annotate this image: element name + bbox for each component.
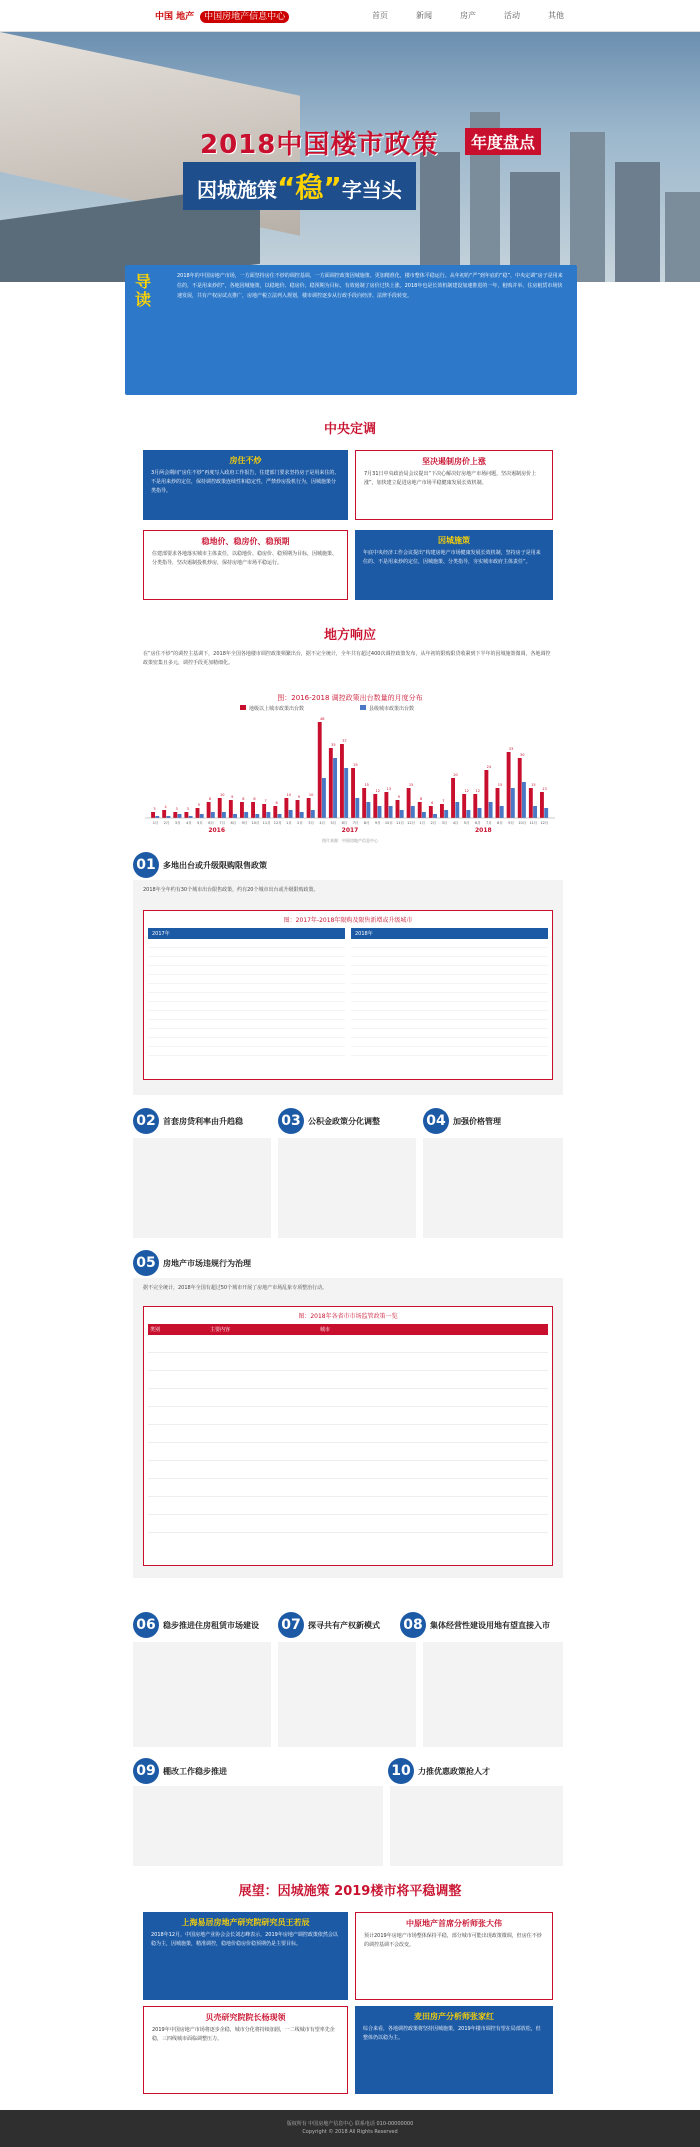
section-title-local: 地方响应	[323, 628, 376, 643]
data-label-14: 10	[308, 793, 314, 797]
bar-s0-1	[162, 810, 166, 818]
x-tick-25: 2月	[430, 821, 437, 825]
bar-s0-15	[318, 722, 322, 818]
item-09-heading: 09 棚改工作稳步推进	[133, 1758, 227, 1784]
item-04-panel	[423, 1138, 563, 1238]
nav-item-3[interactable]: 活动	[504, 11, 520, 20]
item-01-panel: 2018年全年约有30个城市出台限售政策，约有20个城市出台或升级限购政策。 图：2017年-2018年限购及限售新增或升级城市 2017年 2018年	[133, 880, 563, 1095]
data-label-17: 37	[342, 739, 347, 743]
bar-s0-17	[340, 744, 344, 818]
x-tick-6: 7月	[219, 821, 226, 825]
bar-s0-8	[240, 802, 244, 818]
bar-s1-20	[378, 806, 382, 818]
section-title-central: 中央定调	[323, 422, 376, 437]
bar-s0-3	[184, 812, 188, 818]
x-tick-30: 7月	[486, 821, 492, 825]
x-tick-1: 2月	[163, 821, 170, 825]
data-label-29: 12	[475, 789, 481, 793]
bar-s1-33	[522, 782, 526, 818]
x-tick-20: 9月	[374, 821, 381, 825]
bar-s0-26	[440, 804, 444, 818]
bar-s0-34	[529, 788, 533, 818]
bar-s0-21	[384, 792, 388, 818]
nav-item-2[interactable]: 房产	[460, 11, 476, 20]
bar-s1-35	[544, 808, 548, 818]
data-label-20: 12	[375, 789, 381, 793]
x-tick-4: 5月	[197, 821, 203, 825]
x-tick-31: 8月	[497, 821, 503, 825]
bar-s1-32	[511, 788, 515, 818]
local-intro: 在“房住不炒”的调控主基调下，2018年全国各地楼市调控政策频繁出台，据不完全统计，全年共有超过400次调控政策发布，从年初的限购限贷收紧到下半年的因城施策微调，各地调控政策密集且多元，调控手段更加精细化。	[143, 651, 551, 666]
bar-s0-16	[329, 748, 333, 818]
data-label-8: 8	[242, 797, 245, 801]
bar-s0-32	[507, 752, 511, 818]
policy-count-bar-chart	[140, 690, 560, 845]
bar-s1-17	[344, 768, 348, 818]
bar-s0-7	[229, 800, 233, 818]
year-label-2018: 2018	[474, 827, 492, 834]
data-label-7: 9	[231, 795, 234, 799]
item-04-heading: 04 加强价格管理	[423, 1108, 501, 1134]
data-label-18: 25	[353, 763, 358, 767]
bar-s0-12	[284, 798, 288, 818]
x-tick-7: 8月	[230, 821, 237, 825]
bar-s1-16	[333, 758, 337, 818]
bar-s0-19	[362, 788, 366, 818]
year-label-2017: 2017	[341, 827, 359, 834]
item-06-panel	[133, 1642, 271, 1747]
x-tick-10: 11月	[262, 821, 271, 825]
item-07-panel	[278, 1642, 416, 1747]
data-label-12: 10	[286, 793, 292, 797]
nav-item-0[interactable]: 首页	[372, 11, 388, 20]
bar-s0-20	[373, 794, 377, 818]
x-tick-13: 2月	[297, 821, 303, 825]
data-label-4: 5	[197, 803, 201, 807]
data-label-10: 7	[264, 799, 267, 803]
site-logo[interactable]: 中国 地产 中国房地产信息中心	[155, 9, 289, 22]
bar-s1-8	[244, 812, 248, 818]
bar-s1-26	[444, 810, 448, 818]
bar-s1-12	[289, 810, 293, 818]
x-tick-8: 9月	[241, 821, 248, 825]
bar-s1-11	[278, 814, 282, 818]
x-tick-21: 10月	[384, 821, 393, 825]
x-tick-32: 9月	[508, 821, 514, 825]
data-label-26: 7	[442, 799, 445, 803]
data-label-5: 8	[208, 797, 212, 801]
hero-subtitle: 因城施策“稳”字当头	[183, 162, 416, 210]
hero-badge: 年度盘点	[465, 128, 541, 155]
data-label-9: 8	[253, 797, 256, 801]
bar-s0-2	[173, 812, 177, 818]
bar-s0-29	[473, 794, 477, 818]
x-tick-0: 1月	[152, 821, 159, 825]
outlook-box-3: 贝壳研究院院长杨现领 2019年中国房地产市场将逐步企稳，城市分化将持续加剧，一二线城市有望率先企稳，三四线城市面临调整压力。	[143, 2006, 348, 2094]
bar-s0-30	[484, 770, 488, 818]
x-tick-18: 7月	[352, 821, 359, 825]
bar-s0-25	[429, 806, 433, 818]
item-08-panel	[423, 1642, 563, 1747]
data-label-31: 15	[497, 783, 503, 787]
legend-swatch-2	[360, 705, 366, 710]
bar-s1-9	[255, 814, 259, 818]
top-header	[0, 0, 700, 32]
bar-s0-27	[451, 778, 455, 818]
x-tick-3: 4月	[186, 821, 192, 825]
bar-s1-5	[211, 812, 215, 818]
data-label-6: 10	[220, 793, 225, 797]
chart-source: 图片来源：中国房地产信息中心	[322, 838, 378, 843]
x-tick-2: 3月	[174, 821, 181, 825]
bar-s1-21	[389, 806, 393, 818]
data-label-2: 3	[175, 807, 178, 811]
bar-s1-7	[233, 814, 237, 818]
item-08-heading: 08 集体经营性建设用地有望直接入市	[400, 1612, 550, 1638]
item-02-panel	[133, 1138, 271, 1238]
item-09-panel	[133, 1786, 383, 1866]
data-label-13: 9	[297, 795, 301, 799]
data-label-34: 15	[531, 783, 536, 787]
data-label-33: 30	[520, 753, 525, 757]
bar-s0-28	[462, 794, 466, 818]
x-tick-29: 6月	[474, 821, 481, 825]
bar-s0-13	[296, 800, 300, 818]
data-label-23: 15	[408, 783, 414, 787]
bar-s0-5	[207, 802, 211, 818]
x-tick-24: 1月	[419, 821, 426, 825]
x-tick-9: 10月	[251, 821, 260, 825]
x-tick-27: 4月	[452, 821, 459, 825]
item-07-heading: 07 探寻共有产权新模式	[278, 1612, 380, 1638]
section-title-outlook: 展望：因城施策 2019楼市将平稳调整	[238, 1884, 462, 1899]
intro-box	[125, 265, 577, 395]
data-label-30: 24	[486, 765, 492, 769]
data-label-28: 12	[464, 789, 469, 793]
bar-s0-11	[273, 806, 277, 818]
x-tick-12: 1月	[286, 821, 292, 825]
hero-banner	[0, 32, 700, 282]
x-tick-14: 3月	[308, 821, 314, 825]
bar-s1-6	[222, 812, 226, 818]
bar-s1-10	[266, 812, 270, 818]
bar-s0-9	[251, 802, 255, 818]
x-tick-33: 10月	[518, 821, 527, 825]
bar-s1-24	[422, 812, 426, 818]
bar-s0-10	[262, 804, 266, 818]
data-label-22: 9	[397, 795, 401, 799]
item-01-heading: 01 多地出台或升级限购限售政策	[133, 852, 267, 878]
bar-s0-18	[351, 768, 355, 818]
bar-s1-28	[466, 810, 470, 818]
bar-s0-33	[518, 758, 522, 818]
data-label-16: 35	[331, 743, 336, 747]
bar-s1-15	[322, 778, 326, 818]
item-06-heading: 06 稳步推进住房租赁市场建设	[133, 1612, 259, 1638]
chart-title: 图：2016-2018 调控政策出台数量的月度分布	[277, 694, 423, 702]
data-label-1: 4	[164, 805, 167, 809]
bar-s0-6	[218, 798, 222, 818]
bar-s1-18	[355, 798, 359, 818]
bar-s0-24	[418, 802, 422, 818]
central-box-2: 坚决遏制房价上涨 7月31日中央政治局会议提出“下决心解决好房地产市场问题，坚决遏制房价上涨”，加快建立促进房地产市场平稳健康发展长效机制。	[355, 450, 553, 520]
x-tick-11: 12月	[273, 821, 282, 825]
bar-s1-13	[300, 812, 304, 818]
bar-s0-4	[196, 808, 200, 818]
item-02-heading: 02 首套房贷利率由升趋稳	[133, 1108, 243, 1134]
bar-s0-23	[407, 788, 411, 818]
x-tick-23: 12月	[407, 821, 416, 825]
x-tick-16: 5月	[330, 821, 337, 825]
hero-title: 2018中国楼市政策	[200, 130, 439, 160]
data-label-27: 20	[453, 773, 458, 777]
x-tick-15: 4月	[319, 821, 326, 825]
x-tick-34: 11月	[529, 821, 538, 825]
data-label-3: 3	[186, 807, 189, 811]
bar-s1-29	[478, 808, 482, 818]
central-box-1: 房住不炒 3月两会期间“房住不炒”再度写入政府工作报告，住建部门要求坚持房子是用来住的、不是用来炒的定位，保持调控政策连续性和稳定性，严禁炒房投机行为，因城施策分类指导。	[143, 450, 348, 520]
data-label-35: 13	[542, 787, 547, 791]
bar-s1-34	[533, 806, 537, 818]
bar-s1-23	[411, 806, 415, 818]
item-05-heading: 05 房地产市场违规行为治理	[133, 1250, 251, 1276]
bar-s0-22	[396, 800, 400, 818]
bar-s1-22	[400, 810, 404, 818]
nav-item-1[interactable]: 新闻	[416, 11, 432, 20]
page-footer: 版权所有 中国房地产信息中心 联系电话 010-00000000 Copyright © 2018 All Rights Reserved	[0, 2110, 700, 2147]
intro-text: 2018年的中国房地产市场，一方面坚持房住不炒的调控基调，一方面调控政策因城施策、更加精准化，楼市整体平稳运行。从年初的“严”到年底的“稳”，中央定调“房子是用来住的，不是用来炒的”，各地因城施策，以稳地价、稳房价、稳预期为目标，有效遏制了房价过快上涨。2018年也是长效机制建设加速推进的一年，租购并举、住房租赁市场快速发展，共有产权房试点推广，房地产税立法列入规划，楼市调控逐步从行政手段向经济、法律手段转变。	[177, 273, 563, 299]
bar-s1-0	[155, 816, 159, 818]
x-tick-35: 12月	[540, 821, 549, 825]
central-box-4: 因城施策 年底中央经济工作会议提出“构建房地产市场健康发展长效机制，坚持房子是用来住的、不是用来炒的定位，因城施策、分类指导，夯实城市政府主体责任”。	[355, 530, 553, 600]
bar-s1-30	[489, 802, 493, 818]
item-05-panel: 据不完全统计，2018年全国有超过50个城市开展了房地产市场乱象专项整治行动。 图：2018年各省市市场监管政策一览 类别 主要内容 城市	[133, 1278, 563, 1578]
bar-s0-14	[307, 798, 311, 818]
data-label-24: 8	[420, 797, 423, 801]
outlook-box-4: 麦田房产分析师张家红 综合来看，各地调控政策将坚持因城施策，2019年楼市调控有望在局部放松，但整体仍以稳为主。	[355, 2006, 553, 2094]
item-03-heading: 03 公积金政策分化调整	[278, 1108, 380, 1134]
data-label-32: 33	[508, 747, 514, 751]
bar-s1-31	[500, 806, 504, 818]
data-label-0: 3	[153, 807, 156, 811]
nav-item-4[interactable]: 其他	[548, 11, 564, 20]
x-tick-28: 5月	[463, 821, 470, 825]
bar-s1-25	[433, 814, 437, 818]
bar-s1-3	[189, 816, 193, 818]
year-label-2016: 2016	[208, 827, 226, 834]
bar-s1-4	[200, 814, 204, 818]
legend-swatch-1	[240, 705, 246, 710]
bar-s1-19	[366, 802, 370, 818]
item-10-heading: 10 力推优惠政策抢人才	[388, 1758, 490, 1784]
x-tick-22: 11月	[396, 821, 404, 825]
central-box-3: 稳地价、稳房价、稳预期 住建部要求各地落实城市主体责任，以稳地价、稳房价、稳预期为目标，因城施策、分类指导，坚决遏制投机炒房，保持房地产市场平稳运行。	[143, 530, 348, 600]
bar-s0-31	[496, 788, 500, 818]
x-tick-5: 6月	[208, 821, 214, 825]
data-label-15: 48	[320, 717, 325, 721]
outlook-box-2: 中原地产首席分析师张大伟 预计2019年房地产市场整体保持平稳，部分城市可能出现政策微调，但房住不炒的调控基调不会改变。	[355, 1912, 553, 2000]
bar-s1-14	[311, 810, 315, 818]
intro-label: 导读	[135, 272, 152, 309]
bar-s1-2	[178, 814, 182, 818]
legend-label-2: 县级城市政策出台数	[369, 706, 415, 712]
bar-s0-35	[540, 792, 544, 818]
data-label-25: 6	[431, 801, 434, 805]
x-tick-26: 3月	[441, 821, 448, 825]
outlook-box-1: 上海易居房地产研究院研究员王若辰 2018年12月，中国房地产业协会会长刘志峰表示，2019年房地产调控政策依然会以稳为主，因城施策，精准调控，稳地价稳房价稳预期仍是主要目标。	[143, 1912, 348, 2000]
data-label-21: 13	[386, 787, 392, 791]
data-label-19: 15	[364, 783, 369, 787]
data-label-11: 6	[275, 801, 278, 805]
bar-s1-1	[166, 816, 170, 818]
x-tick-17: 6月	[341, 821, 348, 825]
x-tick-19: 8月	[363, 821, 370, 825]
item-03-panel	[278, 1138, 416, 1238]
item-10-panel	[390, 1786, 563, 1866]
bar-s0-0	[151, 812, 155, 818]
legend-label-1: 地级以上城市政策出台数	[249, 706, 305, 712]
bar-s1-27	[455, 802, 459, 818]
main-nav	[372, 10, 564, 21]
